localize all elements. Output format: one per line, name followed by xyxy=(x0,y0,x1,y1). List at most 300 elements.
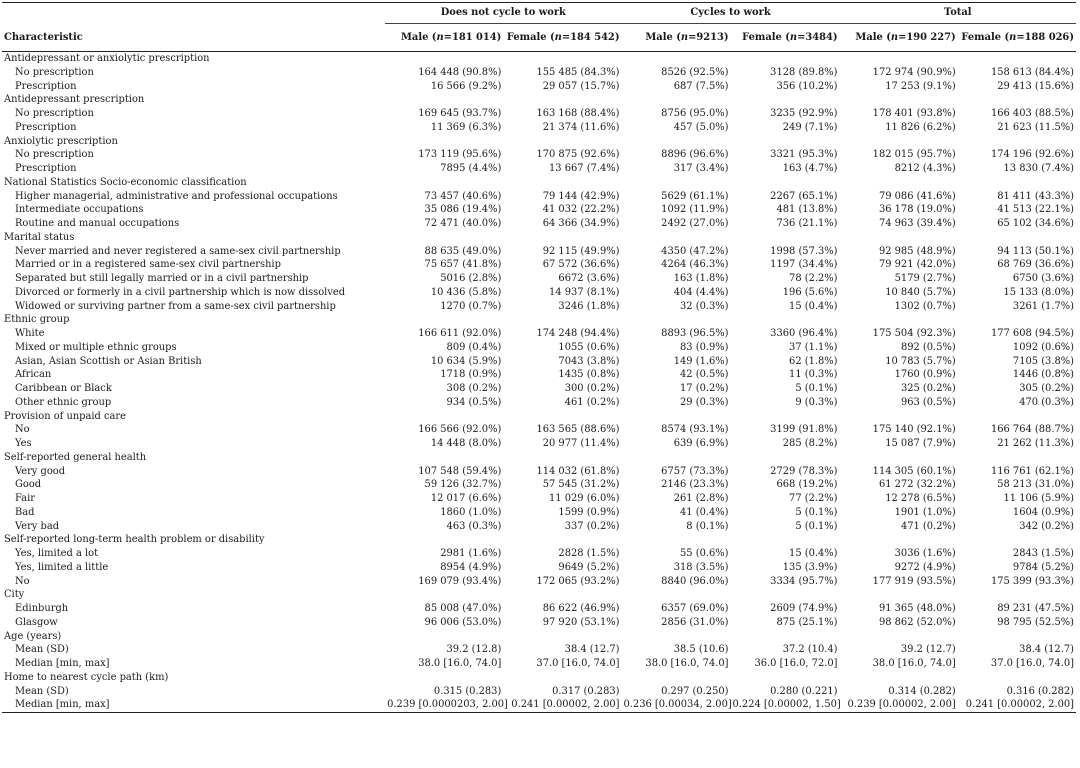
table-cell: 14 937 (8.1%) xyxy=(549,286,620,298)
table-row xyxy=(2,382,1076,396)
table-cell: 11 106 (5.9%) xyxy=(1003,493,1074,504)
section-header-row xyxy=(2,313,1076,327)
table-cell: 6672 (3.6%) xyxy=(558,273,620,284)
row-label: Mixed or multiple ethnic groups xyxy=(15,341,177,353)
table-cell: 0.236 [0.00034, 2.00] xyxy=(622,698,731,712)
column-header-n: 188 026 xyxy=(1024,32,1070,43)
table-cell: 8212 (4.3%) xyxy=(894,163,956,174)
table-row xyxy=(2,245,1076,259)
table-cell: 6750 (3.6%) xyxy=(1012,273,1074,284)
table-cell: 3246 (1.8%) xyxy=(558,300,620,312)
table-cell: 1760 (0.9%) xyxy=(894,369,956,381)
n-symbol: n xyxy=(680,32,689,43)
section-label: Marital status xyxy=(4,231,75,243)
row-label: Higher managerial, administrative and professional occupations xyxy=(15,190,338,202)
section-label: Ethnic group xyxy=(4,314,70,326)
table-cell: 356 (10.2%) xyxy=(776,80,838,92)
table-cell: 809 (0.4%) xyxy=(446,341,502,353)
table-cell: 38.5 (10.6) xyxy=(673,644,729,656)
table-cell: 8526 (92.5%) xyxy=(661,66,729,78)
table-cell: 308 (0.2%) xyxy=(446,383,502,394)
column-header-n: 190 227 xyxy=(906,32,952,43)
section-label: Antidepressant or anxiolytic prescription xyxy=(4,53,210,64)
table-cell: 3261 (1.7%) xyxy=(1012,300,1074,312)
table-row xyxy=(2,465,1076,479)
characteristics-table xyxy=(2,2,1076,713)
table-cell: 169 079 (93.4%) xyxy=(418,575,502,587)
section-label: Anxiolytic prescription xyxy=(4,135,118,147)
table-cell: 639 (6.9%) xyxy=(673,438,729,449)
section-header-row xyxy=(2,533,1076,547)
row-label: No xyxy=(15,575,30,587)
table-cell: 29 (0.3%) xyxy=(680,396,729,408)
table-cell: 116 761 (62.1%) xyxy=(990,465,1074,477)
table-cell: 317 (3.4%) xyxy=(673,163,729,174)
section-header-row xyxy=(2,135,1076,149)
table-cell: 42 (0.5%) xyxy=(680,369,729,381)
table-cell: 5179 (2.7%) xyxy=(894,273,956,284)
group-header-blank xyxy=(2,3,385,24)
table-cell: 11 369 (6.3%) xyxy=(430,121,502,133)
table-cell: 92 985 (48.9%) xyxy=(878,245,956,257)
n-symbol: n xyxy=(789,32,798,43)
table-cell: 2492 (27.0%) xyxy=(661,218,729,229)
characteristic-header: Characteristic xyxy=(2,24,385,52)
table-cell: 1599 (0.9%) xyxy=(558,506,620,518)
table-cell: 3128 (89.8%) xyxy=(770,66,838,78)
table-cell: 10 783 (5.7%) xyxy=(885,355,956,367)
table-row xyxy=(2,190,1076,204)
table-cell: 163 (4.7%) xyxy=(782,163,838,174)
section-label: Antidepressant prescription xyxy=(4,94,145,106)
table-cell: 175 140 (92.1%) xyxy=(872,424,956,436)
table-cell: 72 471 (40.0%) xyxy=(424,218,502,229)
table-row xyxy=(2,520,1076,534)
table-row xyxy=(2,547,1076,561)
table-cell: 10 436 (5.8%) xyxy=(430,286,502,298)
column-header: Male (n=181 014) xyxy=(385,24,503,52)
table-cell: 81 411 (43.3%) xyxy=(997,190,1074,202)
table-cell: 963 (0.5%) xyxy=(900,396,956,408)
table-cell: 2856 (31.0%) xyxy=(661,616,729,628)
table-cell: 149 (1.6%) xyxy=(673,355,729,367)
table-cell: 2828 (1.5%) xyxy=(558,548,620,559)
column-header-sex: Male xyxy=(855,32,883,43)
column-header-n: 181 014 xyxy=(451,32,497,43)
table-row xyxy=(2,80,1076,94)
table-cell: 668 (19.2%) xyxy=(776,479,838,491)
table-cell: 61 272 (32.2%) xyxy=(878,479,956,491)
table-cell: 14 448 (8.0%) xyxy=(430,438,502,449)
table-cell: 169 645 (93.7%) xyxy=(418,108,502,119)
row-label: Prescription xyxy=(15,121,77,133)
table-cell: 37.0 [16.0, 74.0] xyxy=(990,658,1074,669)
table-row xyxy=(2,355,1076,369)
row-label: No xyxy=(15,424,30,436)
table-cell: 89 231 (47.5%) xyxy=(997,603,1074,614)
table-cell: 15 133 (8.0%) xyxy=(1003,286,1074,298)
table-row xyxy=(2,203,1076,217)
table-cell: 75 657 (41.8%) xyxy=(424,259,502,271)
column-header-sex: Female xyxy=(961,32,1002,43)
table-cell: 11 029 (6.0%) xyxy=(549,493,620,504)
table-cell: 0.317 (0.283) xyxy=(552,685,620,697)
table-row xyxy=(2,327,1076,341)
group-header-not-cycle: Does not cycle to work xyxy=(385,3,621,24)
column-header: Female (n=184 542) xyxy=(503,24,621,52)
table-row xyxy=(2,66,1076,80)
section-label: National Statistics Socio-economic classification xyxy=(4,176,247,188)
table-cell: 7043 (3.8%) xyxy=(558,355,620,367)
section-header-row xyxy=(2,671,1076,685)
section-header-row xyxy=(2,630,1076,644)
table-cell: 59 126 (32.7%) xyxy=(424,479,502,491)
table-cell: 8756 (95.0%) xyxy=(661,108,729,119)
table-cell: 62 (1.8%) xyxy=(789,355,838,367)
table-cell: 78 (2.2%) xyxy=(789,273,838,284)
group-header-total: Total xyxy=(840,3,1076,24)
table-cell: 1446 (0.8%) xyxy=(1012,369,1074,381)
table-cell: 471 (0.2%) xyxy=(900,520,956,532)
section-header-row xyxy=(2,176,1076,190)
table-cell: 261 (2.8%) xyxy=(673,493,729,504)
section-label: Provision of unpaid care xyxy=(4,410,126,422)
table-cell: 38.0 [16.0, 74.0] xyxy=(645,658,729,669)
table-cell: 9 (0.3%) xyxy=(795,396,838,408)
table-cell: 173 119 (95.6%) xyxy=(418,149,502,161)
table-cell: 2609 (74.9%) xyxy=(770,603,838,614)
table-cell: 182 015 (95.7%) xyxy=(872,149,956,161)
table-cell: 687 (7.5%) xyxy=(673,80,729,92)
section-label: City xyxy=(4,589,25,601)
table-cell: 29 413 (15.6%) xyxy=(997,80,1074,92)
table-cell: 5629 (61.1%) xyxy=(661,190,729,202)
table-cell: 73 457 (40.6%) xyxy=(424,190,502,202)
table-row xyxy=(2,437,1076,451)
table-cell: 135 (3.9%) xyxy=(782,561,838,573)
table-cell: 38.4 (12.7) xyxy=(564,644,620,656)
column-header-n: 184 542 xyxy=(570,32,615,43)
table-cell: 175 504 (92.3%) xyxy=(872,328,956,339)
table-cell: 2843 (1.5%) xyxy=(1012,548,1074,559)
table-row xyxy=(2,148,1076,162)
table-cell: 35 086 (19.4%) xyxy=(424,204,502,216)
table-row xyxy=(2,272,1076,286)
table-cell: 17 (0.2%) xyxy=(680,383,729,394)
table-cell: 175 399 (93.3%) xyxy=(990,575,1074,587)
table-row xyxy=(2,643,1076,657)
table-cell: 94 113 (50.1%) xyxy=(997,245,1074,257)
table-cell: 79 921 (42.0%) xyxy=(878,259,956,271)
table-cell: 114 305 (60.1%) xyxy=(872,465,956,477)
table-row xyxy=(2,616,1076,630)
table-cell: 177 919 (93.5%) xyxy=(872,575,956,587)
table-row xyxy=(2,300,1076,314)
row-label: Caribbean or Black xyxy=(15,383,112,394)
table-body xyxy=(2,52,1076,713)
table-cell: 305 (0.2%) xyxy=(1019,383,1074,394)
table-row xyxy=(2,396,1076,410)
table-cell: 1718 (0.9%) xyxy=(440,369,502,381)
table-cell: 172 065 (93.2%) xyxy=(536,575,620,587)
table-row xyxy=(2,341,1076,355)
table-cell: 177 608 (94.5%) xyxy=(990,328,1074,339)
column-header-row xyxy=(2,24,1076,52)
table-cell: 4350 (47.2%) xyxy=(661,245,729,257)
table-cell: 0.241 [0.00002, 2.00] xyxy=(503,698,621,712)
table-cell: 5 (0.1%) xyxy=(795,520,838,532)
table-cell: 96 006 (53.0%) xyxy=(424,616,502,628)
table-cell: 79 144 (42.9%) xyxy=(542,190,620,202)
table-cell: 6757 (73.3%) xyxy=(661,465,729,477)
table-cell: 0.280 (0.221) xyxy=(770,685,838,697)
table-cell: 64 366 (34.9%) xyxy=(542,218,620,229)
table-cell: 1197 (34.4%) xyxy=(770,259,838,271)
row-label: Bad xyxy=(15,506,35,518)
row-label: Median [min, max] xyxy=(2,698,385,712)
table-cell: 1901 (1.0%) xyxy=(894,506,956,518)
table-row xyxy=(2,121,1076,135)
table-cell: 404 (4.4%) xyxy=(673,286,729,298)
table-row xyxy=(2,602,1076,616)
table-cell: 4264 (46.3%) xyxy=(661,259,729,271)
table-cell: 13 830 (7.4%) xyxy=(1003,163,1074,174)
table-cell: 0.239 [0.0000203, 2.00] xyxy=(385,698,503,712)
table-cell: 114 032 (61.8%) xyxy=(536,465,620,477)
table-cell: 1435 (0.8%) xyxy=(558,369,620,381)
table-cell: 39.2 (12.8) xyxy=(446,644,502,656)
section-label: Self-reported general health xyxy=(4,451,147,463)
column-header-n: 3484 xyxy=(805,32,833,43)
table-cell: 2981 (1.6%) xyxy=(440,548,502,559)
table-cell: 36.0 [16.0, 72.0] xyxy=(754,658,838,669)
table-cell: 41 032 (22.2%) xyxy=(542,204,620,216)
table-cell: 86 622 (46.9%) xyxy=(542,603,620,614)
table-row xyxy=(2,561,1076,575)
table-cell: 166 764 (88.7%) xyxy=(990,424,1074,436)
table-cell: 1055 (0.6%) xyxy=(558,341,620,353)
table-cell: 0.224 [0.00002, 1.50] xyxy=(731,698,840,712)
row-label: No prescription xyxy=(15,149,94,161)
table-cell: 337 (0.2%) xyxy=(564,520,620,532)
table-cell: 164 448 (90.8%) xyxy=(418,66,502,78)
table-cell: 481 (13.8%) xyxy=(776,204,838,216)
table-cell: 463 (0.3%) xyxy=(446,520,502,532)
table-cell: 41 (0.4%) xyxy=(680,506,729,518)
table-cell: 10 634 (5.9%) xyxy=(430,355,502,367)
table-cell: 38.4 (12.7) xyxy=(1019,644,1074,656)
table-cell: 166 566 (92.0%) xyxy=(418,424,502,436)
table-cell: 158 613 (84.4%) xyxy=(990,66,1074,78)
row-label: Yes xyxy=(15,438,32,449)
table-cell: 8840 (96.0%) xyxy=(661,575,729,587)
row-label: Fair xyxy=(15,493,35,504)
n-symbol: n xyxy=(436,32,444,43)
table-cell: 0.315 (0.283) xyxy=(433,685,502,697)
table-cell: 17 253 (9.1%) xyxy=(885,80,956,92)
table-cell: 5 (0.1%) xyxy=(795,383,838,394)
table-cell: 3321 (95.3%) xyxy=(770,149,838,161)
table-row xyxy=(2,478,1076,492)
table-cell: 79 086 (41.6%) xyxy=(878,190,956,202)
table-cell: 65 102 (34.6%) xyxy=(997,218,1074,229)
table-cell: 21 374 (11.6%) xyxy=(542,121,620,133)
table-cell: 91 365 (48.0%) xyxy=(878,603,956,614)
table-cell: 1302 (0.7%) xyxy=(894,300,956,312)
table-cell: 1604 (0.9%) xyxy=(1012,506,1074,518)
section-label: Home to nearest cycle path (km) xyxy=(4,671,169,683)
table-cell: 892 (0.5%) xyxy=(900,341,956,353)
table-cell: 0.314 (0.282) xyxy=(888,685,956,697)
table-row xyxy=(2,575,1076,589)
table-cell: 11 (0.3%) xyxy=(789,369,838,381)
row-label: Prescription xyxy=(15,163,77,174)
table-cell: 0.239 [0.00002, 2.00] xyxy=(840,698,958,712)
table-cell: 3036 (1.6%) xyxy=(894,548,956,559)
row-label: Never married and never registered a same-sex civil partnership xyxy=(15,245,341,257)
table-cell: 318 (3.5%) xyxy=(673,561,729,573)
row-label: Prescription xyxy=(15,80,77,92)
section-header-row xyxy=(2,231,1076,245)
table-cell: 170 875 (92.6%) xyxy=(536,149,620,161)
table-row xyxy=(2,368,1076,382)
table-cell: 10 840 (5.7%) xyxy=(885,286,956,298)
table-cell: 9649 (5.2%) xyxy=(558,561,620,573)
table-cell: 166 611 (92.0%) xyxy=(418,328,502,339)
table-row xyxy=(2,506,1076,520)
table-cell: 470 (0.3%) xyxy=(1019,396,1074,408)
table-cell: 2146 (23.3%) xyxy=(661,479,729,491)
table-cell: 163 168 (88.4%) xyxy=(536,108,620,119)
table-cell: 285 (8.2%) xyxy=(782,438,838,449)
table-cell: 172 974 (90.9%) xyxy=(872,66,956,78)
row-label: Mean (SD) xyxy=(15,644,69,656)
section-label: Self-reported long-term health problem or disability xyxy=(4,534,265,546)
row-label: Asian, Asian Scottish or Asian British xyxy=(15,355,202,367)
n-symbol: n xyxy=(1009,32,1017,43)
n-symbol: n xyxy=(554,32,562,43)
table-cell: 15 (0.4%) xyxy=(789,548,838,559)
table-cell: 736 (21.1%) xyxy=(776,218,838,229)
table-cell: 0.316 (0.282) xyxy=(1006,685,1074,697)
table-cell: 32 (0.3%) xyxy=(680,300,729,312)
table-cell: 38.0 [16.0, 74.0] xyxy=(418,658,502,669)
table-cell: 875 (25.1%) xyxy=(776,616,838,628)
table-cell: 37.0 [16.0, 74.0] xyxy=(536,658,620,669)
table-cell: 97 920 (53.1%) xyxy=(542,616,620,628)
table-cell: 9272 (4.9%) xyxy=(894,561,956,573)
table-cell: 41 513 (22.1%) xyxy=(997,204,1074,216)
table-cell: 98 795 (52.5%) xyxy=(997,616,1074,628)
table-cell: 8896 (96.6%) xyxy=(661,149,729,161)
table-cell: 325 (0.2%) xyxy=(900,383,956,394)
table-cell: 0.241 [0.00002, 2.00] xyxy=(958,698,1076,712)
table-cell: 1998 (57.3%) xyxy=(770,245,838,257)
table-cell: 85 008 (47.0%) xyxy=(424,603,502,614)
table-cell: 2267 (65.1%) xyxy=(770,190,838,202)
column-header-n: 9213 xyxy=(696,32,724,43)
table-cell: 11 826 (6.2%) xyxy=(885,121,956,133)
table-cell: 2729 (78.3%) xyxy=(770,465,838,477)
table-cell: 1270 (0.7%) xyxy=(440,300,502,312)
row-label: Other ethnic group xyxy=(15,396,112,408)
row-label: Glasgow xyxy=(15,616,58,628)
table-cell: 934 (0.5%) xyxy=(446,396,502,408)
group-header-row xyxy=(2,3,1076,24)
table-cell: 16 566 (9.2%) xyxy=(430,80,502,92)
row-label: Yes, limited a little xyxy=(15,561,109,573)
table-cell: 174 248 (94.4%) xyxy=(536,328,620,339)
table-row xyxy=(2,657,1076,671)
table-cell: 83 (0.9%) xyxy=(680,341,729,353)
column-header-sex: Male xyxy=(645,32,673,43)
table-cell: 55 (0.6%) xyxy=(680,548,729,559)
column-header-sex: Female xyxy=(742,32,782,43)
table-cell: 461 (0.2%) xyxy=(564,396,620,408)
table-cell: 342 (0.2%) xyxy=(1019,520,1074,532)
table-cell: 12 017 (6.6%) xyxy=(430,493,502,504)
table-row xyxy=(2,162,1076,176)
table-cell: 98 862 (52.0%) xyxy=(878,616,956,628)
section-header-row xyxy=(2,588,1076,602)
table-cell: 178 401 (93.8%) xyxy=(872,108,956,119)
table-cell: 163 (1.8%) xyxy=(673,273,729,284)
table-cell: 1092 (0.6%) xyxy=(1012,341,1074,353)
table-cell: 57 545 (31.2%) xyxy=(542,479,620,491)
table-cell: 29 057 (15.7%) xyxy=(542,80,620,92)
table-cell: 8954 (4.9%) xyxy=(440,561,502,573)
column-header: Female (n=188 026) xyxy=(958,24,1076,52)
n-symbol: n xyxy=(890,32,899,43)
table-cell: 107 548 (59.4%) xyxy=(418,465,502,477)
table-cell: 1092 (11.9%) xyxy=(661,204,729,216)
row-label: Yes, limited a lot xyxy=(15,548,99,559)
row-label: Mean (SD) xyxy=(15,685,69,697)
table-cell: 1860 (1.0%) xyxy=(440,506,502,518)
table-cell: 15 (0.4%) xyxy=(789,300,838,312)
table-cell: 155 485 (84.3%) xyxy=(536,66,620,78)
table-cell: 68 769 (36.6%) xyxy=(997,259,1074,271)
row-label: No prescription xyxy=(15,108,94,119)
table-cell: 36 178 (19.0%) xyxy=(878,204,956,216)
column-header-sex: Female xyxy=(506,32,547,43)
table-cell: 13 667 (7.4%) xyxy=(549,163,620,174)
section-header-row xyxy=(2,410,1076,424)
table-row xyxy=(2,286,1076,300)
column-header: Male (n=190 227) xyxy=(840,24,958,52)
table-row xyxy=(2,423,1076,437)
table-cell: 20 977 (11.4%) xyxy=(542,438,620,449)
row-label: Widowed or surviving partner from a same-sex civil partnership xyxy=(15,300,336,312)
table-cell: 3235 (92.9%) xyxy=(770,108,838,119)
row-label: Intermediate occupations xyxy=(15,204,144,216)
table-cell: 67 572 (36.6%) xyxy=(542,259,620,271)
row-label: Edinburgh xyxy=(15,603,69,614)
table-row xyxy=(2,698,1076,712)
table-row xyxy=(2,492,1076,506)
column-header-sex: Male xyxy=(400,32,429,43)
row-label: African xyxy=(15,369,52,381)
table-cell: 21 623 (11.5%) xyxy=(997,121,1074,133)
table-cell: 166 403 (88.5%) xyxy=(990,108,1074,119)
table-cell: 92 115 (49.9%) xyxy=(542,245,620,257)
row-label: Divorced or formerly in a civil partnership which is now dissolved xyxy=(15,286,346,298)
section-header-row xyxy=(2,93,1076,107)
row-label: Separated but still legally married or in a civil partnership xyxy=(15,273,309,284)
column-header: Male (n=9213) xyxy=(622,24,731,52)
table-cell: 58 213 (31.0%) xyxy=(997,479,1074,491)
row-label: Good xyxy=(15,479,42,491)
